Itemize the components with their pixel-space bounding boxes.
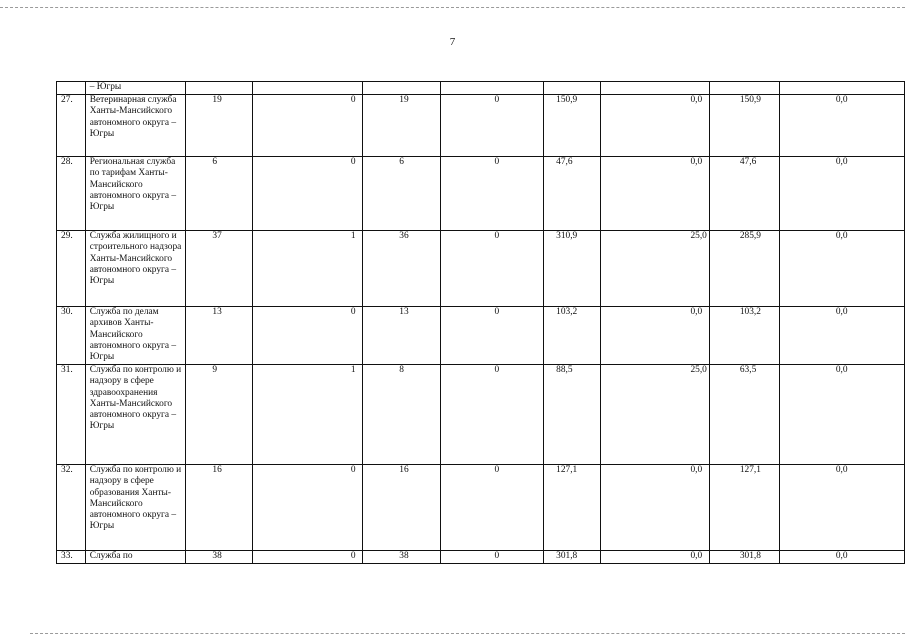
value-cell: 25,0 <box>601 231 709 307</box>
table-row <box>57 307 905 365</box>
num-cell: 33. <box>57 551 86 564</box>
scan-edge-bottom <box>30 633 905 634</box>
value-cell: 0,0 <box>601 465 709 551</box>
name-cell: Служба по контролю и надзору в сфере здравоохранения Ханты-Мансийского автономного округа – Югры <box>85 365 186 465</box>
value-cell: 0 <box>441 231 544 307</box>
value-cell: 0 <box>441 465 544 551</box>
value-cell: 36 <box>363 231 441 307</box>
value-cell: 16 <box>363 465 441 551</box>
name-cell: Региональная служба по тарифам Ханты-Мансийского автономного округа – Югры <box>85 157 186 231</box>
value-cell: 6 <box>363 157 441 231</box>
value-cell: 285,9 <box>709 231 779 307</box>
value-cell: 103,2 <box>544 307 601 365</box>
value-cell: 310,9 <box>544 231 601 307</box>
value-cell: 150,9 <box>709 95 779 157</box>
value-cell: 38 <box>363 551 441 564</box>
name-cell: Служба жилищного и строительного надзора Ханты-Мансийского автономного округа – Югры <box>85 231 186 307</box>
value-cell <box>186 82 252 95</box>
table-row <box>57 231 905 307</box>
value-cell <box>544 82 601 95</box>
name-cell: Ветеринарная служба Ханты-Мансийского автономного округа – Югры <box>85 95 186 157</box>
value-cell <box>601 82 709 95</box>
value-cell: 0 <box>252 551 362 564</box>
value-cell: 0,0 <box>779 157 904 231</box>
scan-edge-top <box>0 7 905 8</box>
data-table <box>56 81 905 564</box>
value-cell: 0,0 <box>779 307 904 365</box>
table-row <box>57 365 905 465</box>
value-cell: 88,5 <box>544 365 601 465</box>
num-cell <box>57 82 86 95</box>
value-cell: 0 <box>441 365 544 465</box>
value-cell: 0 <box>252 307 362 365</box>
value-cell: 301,8 <box>544 551 601 564</box>
value-cell: 301,8 <box>709 551 779 564</box>
value-cell <box>363 82 441 95</box>
name-cell: Служба по <box>85 551 186 564</box>
value-cell: 37 <box>186 231 252 307</box>
value-cell: 0,0 <box>779 95 904 157</box>
value-cell: 0 <box>441 307 544 365</box>
num-cell: 30. <box>57 307 86 365</box>
value-cell <box>709 82 779 95</box>
value-cell: 6 <box>186 157 252 231</box>
table-row <box>57 551 905 564</box>
table-row <box>57 95 905 157</box>
value-cell: 0,0 <box>779 551 904 564</box>
value-cell: 25,0 <box>601 365 709 465</box>
value-cell: 103,2 <box>709 307 779 365</box>
value-cell: 9 <box>186 365 252 465</box>
value-cell: 47,6 <box>709 157 779 231</box>
num-cell: 27. <box>57 95 86 157</box>
value-cell: 0,0 <box>779 231 904 307</box>
value-cell: 0,0 <box>601 95 709 157</box>
value-cell: 127,1 <box>709 465 779 551</box>
num-cell: 31. <box>57 365 86 465</box>
value-cell: 47,6 <box>544 157 601 231</box>
table-row-continuation <box>57 82 905 95</box>
value-cell: 13 <box>186 307 252 365</box>
value-cell: 19 <box>363 95 441 157</box>
value-cell: 0 <box>441 157 544 231</box>
value-cell <box>252 82 362 95</box>
value-cell: 38 <box>186 551 252 564</box>
value-cell: 13 <box>363 307 441 365</box>
value-cell: 0,0 <box>779 465 904 551</box>
num-cell: 28. <box>57 157 86 231</box>
value-cell: 0,0 <box>779 365 904 465</box>
num-cell: 29. <box>57 231 86 307</box>
value-cell: 0 <box>252 157 362 231</box>
value-cell: 0,0 <box>601 307 709 365</box>
table-row <box>57 157 905 231</box>
name-cell: Служба по контролю и надзору в сфере образования Ханты-Мансийского автономного округа – Югры <box>85 465 186 551</box>
num-cell: 32. <box>57 465 86 551</box>
table-row <box>57 465 905 551</box>
page-number: 7 <box>449 36 456 48</box>
value-cell: 0,0 <box>601 157 709 231</box>
value-cell: 0 <box>252 465 362 551</box>
value-cell: 63,5 <box>709 365 779 465</box>
value-cell: 1 <box>252 365 362 465</box>
value-cell: 0 <box>252 95 362 157</box>
value-cell: 150,9 <box>544 95 601 157</box>
value-cell <box>441 82 544 95</box>
value-cell: 16 <box>186 465 252 551</box>
value-cell: 19 <box>186 95 252 157</box>
value-cell <box>779 82 904 95</box>
value-cell: 0,0 <box>601 551 709 564</box>
name-cell: Служба по делам архивов Ханты-Мансийского автономного округа – Югры <box>85 307 186 365</box>
value-cell: 127,1 <box>544 465 601 551</box>
value-cell: 0 <box>441 551 544 564</box>
value-cell: 0 <box>441 95 544 157</box>
value-cell: 1 <box>252 231 362 307</box>
value-cell: 8 <box>363 365 441 465</box>
name-cell: – Югры <box>85 82 186 95</box>
